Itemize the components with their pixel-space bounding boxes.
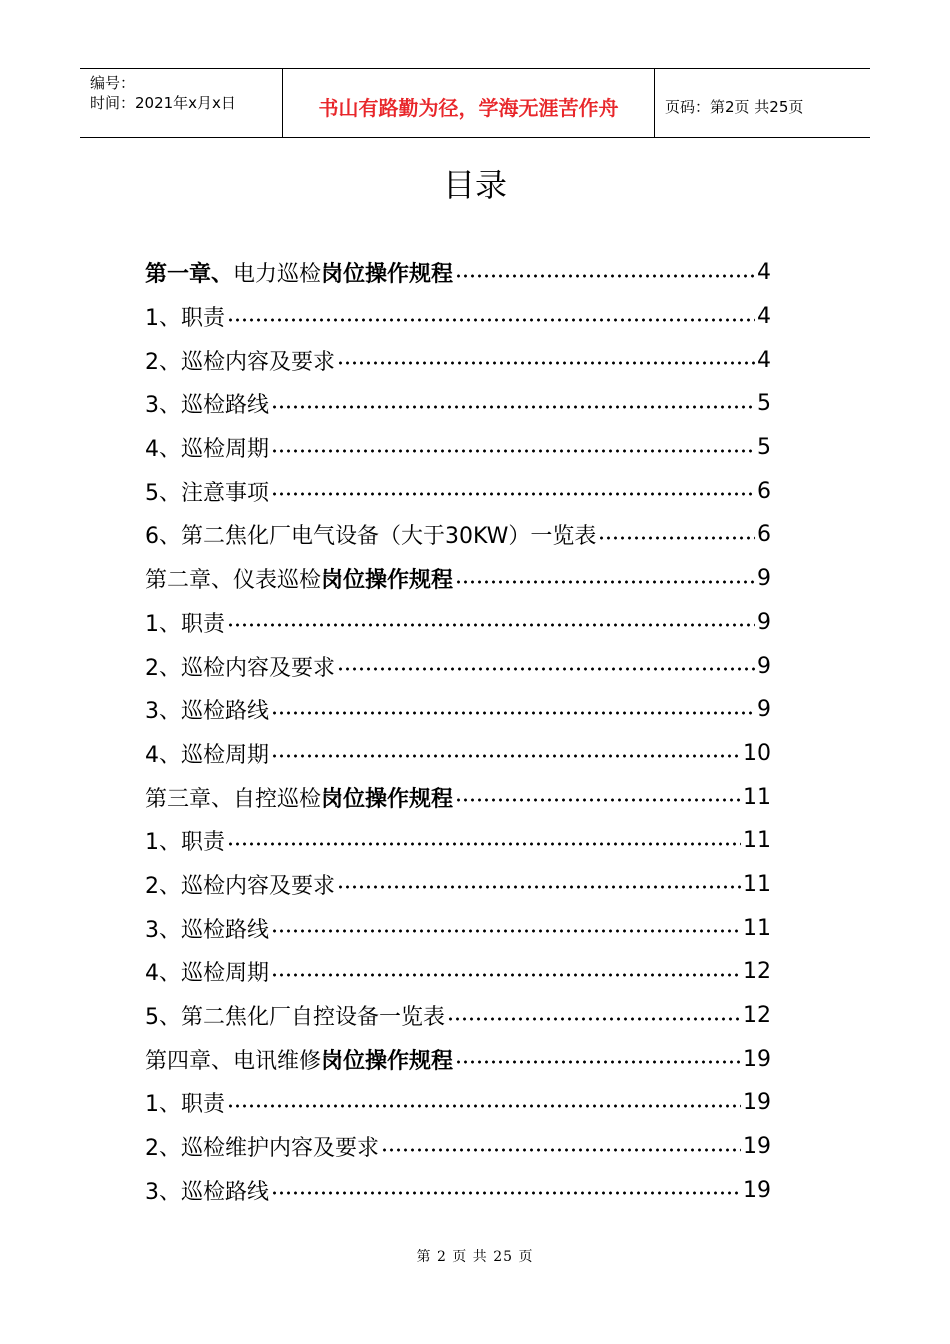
toc-entry-label xyxy=(145,1087,225,1118)
toc-entry[interactable] xyxy=(145,1125,771,1169)
toc-dot-leader xyxy=(337,667,755,671)
toc-page-number: 6 xyxy=(757,522,771,548)
toc-dot-leader xyxy=(455,580,755,584)
toc-entry-prefix: 2、巡检维护内容及要求 xyxy=(145,1136,379,1162)
toc-entry-label xyxy=(145,1000,445,1031)
toc-entry[interactable] xyxy=(145,819,771,863)
toc-entry-prefix: 3、巡检路线 xyxy=(145,1179,269,1205)
toc-entry-prefix: 2、巡检内容及要求 xyxy=(145,655,335,681)
toc-entry-bold-name: 岗位操作规程 xyxy=(321,262,454,288)
toc-entry-label xyxy=(145,869,335,900)
toc-entry-label xyxy=(145,257,453,288)
header-motto: 书山有路勤为径，学海无涯苦作舟 xyxy=(282,69,655,137)
toc-entry-prefix: 1、职责 xyxy=(145,611,225,637)
toc-entry-label xyxy=(145,301,225,332)
toc-entry-prefix: 第四章、 xyxy=(145,1048,234,1074)
toc-page-number: 10 xyxy=(743,740,771,766)
toc-dot-leader xyxy=(455,1060,741,1064)
toc-entry[interactable] xyxy=(145,950,771,994)
toc-entry-bold-name: 岗位操作规程 xyxy=(321,1048,454,1074)
toc-dot-leader xyxy=(271,1191,741,1195)
toc-page-number: 4 xyxy=(757,260,771,286)
toc-entry-prefix: 3、巡检路线 xyxy=(145,393,269,419)
toc-page-number: 11 xyxy=(743,915,771,941)
toc-dot-leader xyxy=(271,711,755,715)
toc-entry[interactable] xyxy=(145,426,771,470)
toc-dot-leader xyxy=(227,842,741,846)
toc-dot-leader xyxy=(227,318,755,322)
toc-page-number: 12 xyxy=(743,959,771,985)
toc-entry-prefix: 2、巡检内容及要求 xyxy=(145,873,335,899)
toc-entry-name: 自控巡检 xyxy=(233,786,322,812)
toc-entry-label xyxy=(145,432,269,463)
toc-entry-prefix: 第一章、 xyxy=(145,262,234,288)
toc-entry-bold-name: 岗位操作规程 xyxy=(321,786,454,812)
toc-dot-leader xyxy=(271,449,755,453)
toc-entry[interactable] xyxy=(145,688,771,732)
toc-entry-prefix: 1、职责 xyxy=(145,306,225,332)
toc-entry-label xyxy=(145,782,453,813)
toc-dot-leader xyxy=(381,1148,741,1152)
toc-dot-leader xyxy=(337,885,741,889)
toc-dot-leader xyxy=(598,536,755,540)
toc-page-number: 4 xyxy=(757,304,771,330)
toc-dot-leader xyxy=(227,623,755,627)
toc-entry-prefix: 1、职责 xyxy=(145,830,225,856)
header-page-info: 页码：第2页 共25页 xyxy=(665,97,804,116)
toc-entry-label xyxy=(145,694,269,725)
toc-entry-label xyxy=(145,345,335,376)
toc-entry[interactable] xyxy=(145,1037,771,1081)
toc-dot-leader xyxy=(455,274,755,278)
toc-page-number: 19 xyxy=(743,1090,771,1116)
toc-entry-prefix: 第三章、 xyxy=(145,786,234,812)
toc-page-number: 9 xyxy=(757,609,771,635)
toc-dot-leader xyxy=(271,929,741,933)
toc-title: 目录 xyxy=(442,166,507,204)
toc-entry[interactable] xyxy=(145,1081,771,1125)
toc-entry-label xyxy=(145,476,269,507)
number-label: 编号： xyxy=(90,74,136,92)
toc-page-number: 5 xyxy=(757,391,771,417)
toc-entry[interactable] xyxy=(145,994,771,1038)
time-label: 时间：2021年x月x日 xyxy=(90,94,236,112)
toc-entry[interactable] xyxy=(145,906,771,950)
toc-entry-prefix: 第二章、 xyxy=(145,568,234,594)
toc-entry[interactable] xyxy=(145,469,771,513)
toc-entry[interactable] xyxy=(145,338,771,382)
toc-entry[interactable] xyxy=(145,601,771,645)
toc-entry-prefix: 3、巡检路线 xyxy=(145,699,269,725)
toc-entry[interactable] xyxy=(145,557,771,601)
toc-dot-leader xyxy=(271,973,741,977)
toc-entry-label xyxy=(145,1044,453,1075)
toc-page-number: 9 xyxy=(757,697,771,723)
toc-entry[interactable] xyxy=(145,775,771,819)
toc-entry[interactable] xyxy=(145,295,771,339)
toc-entry-prefix: 1、职责 xyxy=(145,1092,225,1118)
toc-page-number: 4 xyxy=(757,347,771,373)
toc-entry-prefix: 5、第二焦化厂自控设备一览表 xyxy=(145,1005,445,1031)
toc-entry-name: 电讯维修 xyxy=(233,1048,322,1074)
toc-page-number: 5 xyxy=(757,435,771,461)
toc-entry-prefix: 2、巡检内容及要求 xyxy=(145,349,335,375)
toc-entry-label xyxy=(145,519,596,550)
toc-dot-leader xyxy=(227,1104,741,1108)
toc-dot-leader xyxy=(271,492,755,496)
toc-entry[interactable] xyxy=(145,1168,771,1212)
toc-dot-leader xyxy=(447,1017,741,1021)
toc-entry-name: 仪表巡检 xyxy=(233,568,322,594)
toc-entry-label xyxy=(145,1175,269,1206)
toc-entry-label xyxy=(145,913,269,944)
toc-entry-label xyxy=(145,651,335,682)
toc-page-number: 12 xyxy=(743,1003,771,1029)
toc-dot-leader xyxy=(271,754,741,758)
toc-entry-label xyxy=(145,738,269,769)
toc-page-number: 19 xyxy=(743,1046,771,1072)
toc-entry[interactable] xyxy=(145,732,771,776)
toc-entry[interactable] xyxy=(145,251,771,295)
toc-entry-bold-name: 岗位操作规程 xyxy=(321,568,454,594)
toc-dot-leader xyxy=(455,798,741,802)
page-footer: 第 2 页 共 25 页 xyxy=(416,1249,534,1265)
toc-entry-label xyxy=(145,563,453,594)
toc-page-number: 19 xyxy=(743,1134,771,1160)
toc-entry-prefix: 5、注意事项 xyxy=(145,480,269,506)
toc-entry-label xyxy=(145,607,225,638)
toc-page-number: 19 xyxy=(743,1177,771,1203)
toc-page-number: 6 xyxy=(757,478,771,504)
toc-page-number: 11 xyxy=(743,871,771,897)
toc-entry-prefix: 4、巡检周期 xyxy=(145,742,269,768)
toc-page-number: 11 xyxy=(743,828,771,854)
toc-entry-label xyxy=(145,388,269,419)
toc-dot-leader xyxy=(337,361,755,365)
table-of-contents xyxy=(145,251,771,1212)
toc-entry[interactable] xyxy=(145,382,771,426)
toc-entry-prefix: 4、巡检周期 xyxy=(145,961,269,987)
toc-entry[interactable] xyxy=(145,513,771,557)
toc-entry-prefix: 6、第二焦化厂电气设备（大于30KW）一览表 xyxy=(145,524,597,550)
toc-entry-prefix: 3、巡检路线 xyxy=(145,917,269,943)
toc-entry[interactable] xyxy=(145,644,771,688)
page-header xyxy=(80,68,870,138)
toc-entry-prefix: 4、巡检周期 xyxy=(145,437,269,463)
toc-page-number: 9 xyxy=(757,653,771,679)
toc-entry-name: 电力巡检 xyxy=(233,262,322,288)
toc-entry[interactable] xyxy=(145,863,771,907)
toc-entry-label xyxy=(145,956,269,987)
toc-entry-label xyxy=(145,1131,379,1162)
toc-dot-leader xyxy=(271,405,755,409)
toc-page-number: 9 xyxy=(757,566,771,592)
toc-entry-label xyxy=(145,825,225,856)
header-meta xyxy=(80,69,282,137)
toc-page-number: 11 xyxy=(743,784,771,810)
